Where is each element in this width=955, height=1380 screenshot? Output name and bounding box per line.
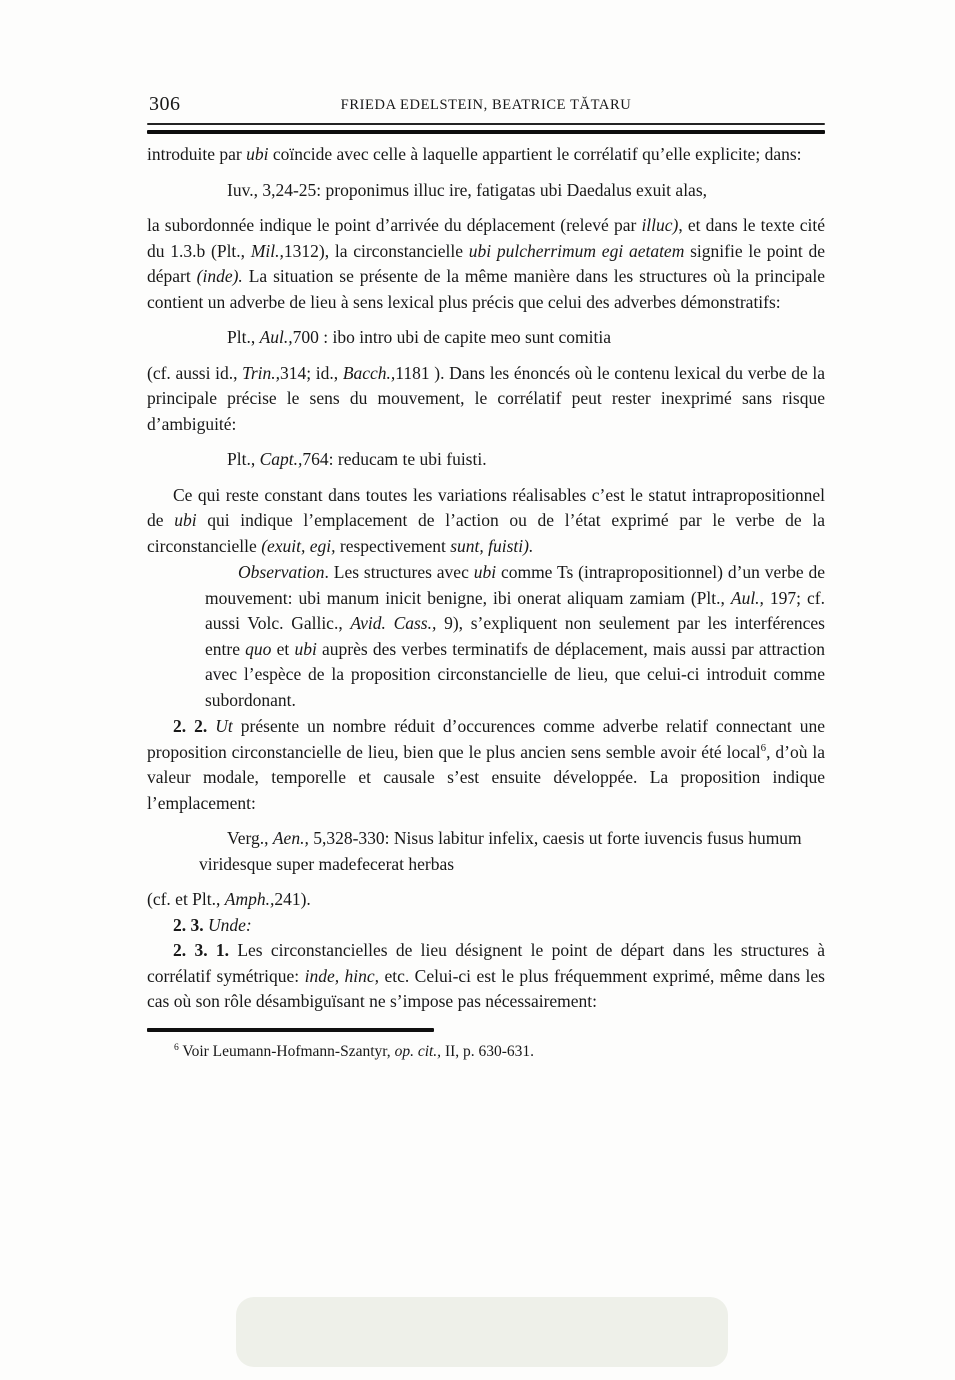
text-run: 764: reducam te ubi fuisti. bbox=[302, 449, 487, 469]
text-run: auprès des verbes terminatifs de déplacement, mais aussi par attraction avec l’espèce de la proposition circonstancielle de lieu, que celui-ci introduit comme subordonant. bbox=[205, 638, 825, 710]
text-run: quo bbox=[245, 638, 272, 659]
text-run: 6 bbox=[174, 1041, 179, 1053]
quotation-vergil bbox=[147, 826, 825, 877]
text-run: 2. 3. bbox=[173, 914, 208, 935]
text-run: 1312), la circonstancielle bbox=[283, 240, 469, 261]
text-run: Amph., bbox=[224, 889, 275, 909]
heading-2-3-unde bbox=[147, 913, 825, 939]
text-run: et bbox=[271, 638, 295, 659]
text-run: ubi pulcherrimum egi aetatem bbox=[468, 240, 685, 261]
text-column bbox=[147, 95, 825, 1063]
quotation-captivi bbox=[147, 447, 825, 473]
text-run: illuc) bbox=[641, 215, 679, 235]
text-run: Voir Leumann-Hofmann-Szantyr, bbox=[178, 1042, 395, 1060]
text-run: respectivement bbox=[335, 535, 451, 556]
text-run: 197; cf. aussi Volc. Gallic., bbox=[205, 587, 825, 633]
text-run: Aen., bbox=[272, 828, 309, 848]
text-run: , et dans le texte cité du 1.3.b (Plt., bbox=[147, 215, 825, 261]
paragraph-intro bbox=[147, 142, 825, 168]
scan-blur-artifact bbox=[236, 1297, 728, 1367]
page-body bbox=[147, 142, 825, 1015]
text-run: op. cit., bbox=[394, 1042, 442, 1060]
text-run: Iuv., 3,24-25: proponimus illuc ire, fatigatas ubi Daedalus exuit alas, bbox=[227, 179, 708, 200]
text-run: 2. 2. bbox=[173, 716, 216, 736]
running-header-title: FRIEDA EDELSTEIN, BEATRICE TĂTARU bbox=[340, 97, 632, 113]
text-run: La situation se présente de la même manière dans les structures où la principale contient un adverbe de lieu à sens lexical plus précis que celui des adverbes démonstratifs: bbox=[147, 266, 825, 312]
header-rule-thin bbox=[147, 123, 825, 125]
text-run: (cf. et Plt., bbox=[147, 889, 225, 909]
paragraph-cf-et-plt bbox=[147, 887, 825, 913]
text-run: Trin., bbox=[242, 362, 281, 383]
text-run: 700 : ibo intro ubi de capite meo sunt comitia bbox=[292, 327, 611, 347]
text-run: sunt, fuisti). bbox=[450, 535, 534, 556]
text-run: la subordonnée indique le point d’arrivée du déplacement (relevé par bbox=[147, 215, 642, 235]
text-run: Avid. Cass., bbox=[350, 613, 437, 633]
text-run: signifie le point de départ bbox=[147, 240, 825, 286]
quotation-aulularia bbox=[147, 325, 825, 351]
text-run: 2. 3. 1. bbox=[173, 940, 238, 960]
text-run: coïncide avec celle à laquelle appartient le corrélatif qu’elle explicite; dans: bbox=[268, 144, 802, 164]
text-run: Ut bbox=[215, 716, 233, 736]
text-run: introduite par bbox=[147, 144, 247, 164]
text-run: 1181 ). Dans les énoncés où le contenu lexical du verbe de la principale précise le sens du mouvement, le corrélatif peut rester inexprimé sans risque d’ambiguité: bbox=[147, 362, 825, 434]
text-run: etc. Celui-ci est le plus fréquemment exprimé, même dans les cas où son rôle désambiguïsant ne s’impose pas nécessairement: bbox=[147, 965, 825, 1011]
text-run: . Les structures avec bbox=[324, 562, 474, 582]
text-run: qui indique l’emplacement de l’action ou de l’état exprimé par le verbe de la circonstancielle bbox=[147, 510, 825, 556]
paragraph-2-2-ut bbox=[147, 714, 825, 816]
paragraph-2-3-1 bbox=[147, 938, 825, 1015]
page-number: 306 bbox=[149, 93, 181, 115]
paragraph-cf-aussi bbox=[147, 361, 825, 438]
paragraph-subordonnee bbox=[147, 213, 825, 315]
footnote-text bbox=[147, 1041, 825, 1063]
running-header-row bbox=[147, 95, 825, 119]
text-run: (cf. aussi id., bbox=[147, 362, 243, 383]
text-run: (inde). bbox=[196, 266, 243, 286]
text-run: , d’où la valeur modale, temporelle et causale s’est ensuite développée. La proposition indique l’emplacement: bbox=[147, 741, 825, 813]
observation-note bbox=[147, 560, 825, 713]
text-run: Bacch., bbox=[342, 362, 396, 383]
text-run: Ce qui reste constant dans toutes les variations réalisables c’est le statut intrapropositionnel de bbox=[147, 484, 825, 530]
text-run: 5,328-330: Nisus labitur infelix, caesis ut forte iuvencis fusus humum viridesque super madefecerat herbas bbox=[199, 828, 802, 874]
text-run: ubi bbox=[174, 510, 197, 530]
header-rule-thick bbox=[147, 130, 825, 134]
text-run: Unde: bbox=[208, 914, 252, 935]
text-run: Plt., bbox=[227, 449, 260, 469]
text-run: 9), s’expliquent non seulement par les interférences entre bbox=[205, 613, 825, 659]
text-run: Mil., bbox=[250, 240, 284, 261]
text-run: présente un nombre réduit d’occurences comme adverbe relatif connectant une proposition circonstancielle de lieu, bien que le plus ancien sens semble avoir été local bbox=[147, 716, 826, 762]
text-run: 6 bbox=[760, 741, 767, 754]
text-run: inde, hinc, bbox=[304, 965, 380, 986]
text-run: Verg., bbox=[227, 828, 273, 848]
text-run: Plt., bbox=[227, 327, 260, 347]
text-run: ubi bbox=[294, 638, 317, 659]
footnote-separator-rule bbox=[147, 1028, 434, 1032]
text-run: Les circonstancielles de lieu désignent le point de départ dans les structures à corrélatif symétrique: bbox=[147, 940, 826, 986]
quotation-iuvenal bbox=[147, 178, 825, 204]
text-run: II, p. 630-631. bbox=[441, 1042, 535, 1060]
text-run: Observation bbox=[238, 562, 325, 582]
text-run: 241). bbox=[274, 889, 311, 909]
paragraph-ce-qui-reste bbox=[147, 483, 825, 560]
text-run: (exuit, egi, bbox=[261, 535, 336, 556]
text-run: Aul., bbox=[730, 587, 764, 608]
text-run: ubi bbox=[473, 562, 497, 582]
text-run: 314; id., bbox=[280, 362, 343, 383]
text-run: Capt., bbox=[259, 449, 303, 469]
text-run: Aul., bbox=[259, 327, 293, 347]
text-run: comme Ts (intrapropositionnel) d’un verbe de mouvement: ubi manum inicit benigne, ibi onerat aliquam zamiam (Plt., bbox=[205, 562, 825, 608]
text-run: ubi bbox=[246, 144, 269, 164]
